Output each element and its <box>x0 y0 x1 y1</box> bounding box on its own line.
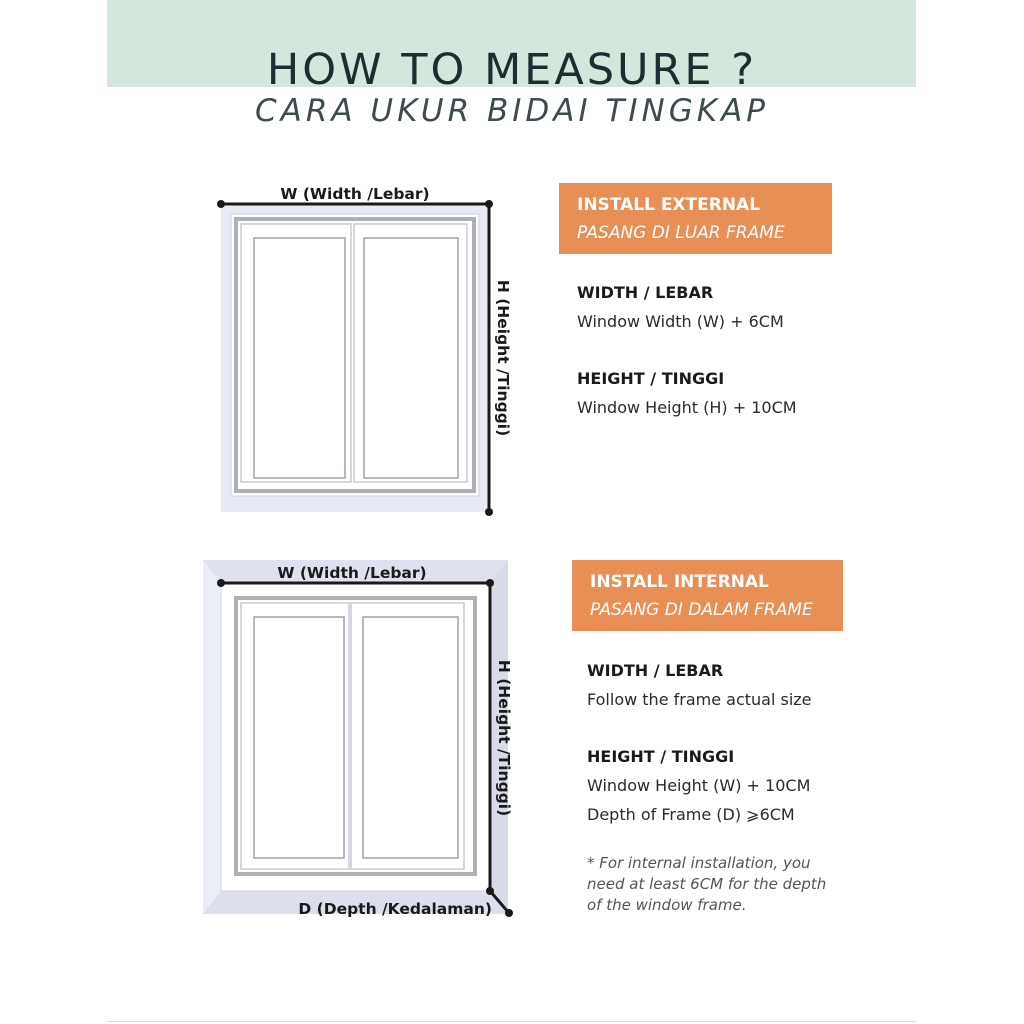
footer-divider <box>107 1021 916 1022</box>
dimension-dot <box>505 909 513 917</box>
window-glass-left <box>254 238 345 478</box>
width-heading: WIDTH / LEBAR <box>577 283 714 302</box>
height-heading: HEIGHT / TINGGI <box>587 747 735 766</box>
window-glass-right <box>363 617 458 858</box>
install-internal-badge <box>572 560 843 631</box>
page-subtitle: CARA UKUR BIDAI TINGKAP <box>254 93 769 129</box>
page-title: HOW TO MEASURE ? <box>266 45 758 95</box>
internal-spec <box>587 656 812 829</box>
external-window-svg <box>210 180 520 520</box>
height-value: Window Height (H) + 10CM <box>577 398 797 417</box>
badge-title: INSTALL INTERNAL <box>590 572 769 592</box>
dimension-dot <box>217 200 225 208</box>
window-glass-right <box>364 238 458 478</box>
badge-title: INSTALL EXTERNAL <box>577 195 761 215</box>
width-value: Follow the frame actual size <box>587 690 812 709</box>
height-value: Window Height (W) + 10CM <box>587 776 811 795</box>
dimension-dot <box>486 579 494 587</box>
frame-depth-left <box>203 560 221 914</box>
width-label: W (Width /Lebar) <box>277 564 427 582</box>
height-heading: HEIGHT / TINGGI <box>577 369 725 388</box>
external-spec <box>577 278 797 422</box>
internal-window-svg <box>200 560 520 920</box>
internal-note: * For internal installation, you need at least 6CM for the depth of the window frame. <box>587 854 827 914</box>
width-value: Window Width (W) + 6CM <box>577 312 784 331</box>
dimension-dot <box>485 200 493 208</box>
dimension-dot <box>217 579 225 587</box>
depth-label: D (Depth /Kedalaman) <box>298 900 492 918</box>
width-heading: WIDTH / LEBAR <box>587 661 724 680</box>
width-label: W (Width /Lebar) <box>280 185 430 203</box>
external-window-diagram <box>210 180 520 520</box>
badge-subtitle: PASANG DI DALAM FRAME <box>590 600 813 620</box>
depth-value: Depth of Frame (D) ⩾6CM <box>587 805 795 824</box>
dimension-dot <box>486 887 494 895</box>
badge-subtitle: PASANG DI LUAR FRAME <box>577 223 785 243</box>
dimension-dot <box>485 508 493 516</box>
install-external-badge <box>559 183 832 254</box>
height-label: H (Height /Tinggi) <box>494 279 512 437</box>
window-glass-left <box>254 617 344 858</box>
height-label: H (Height /Tinggi) <box>495 659 513 817</box>
internal-window-diagram <box>200 560 520 920</box>
